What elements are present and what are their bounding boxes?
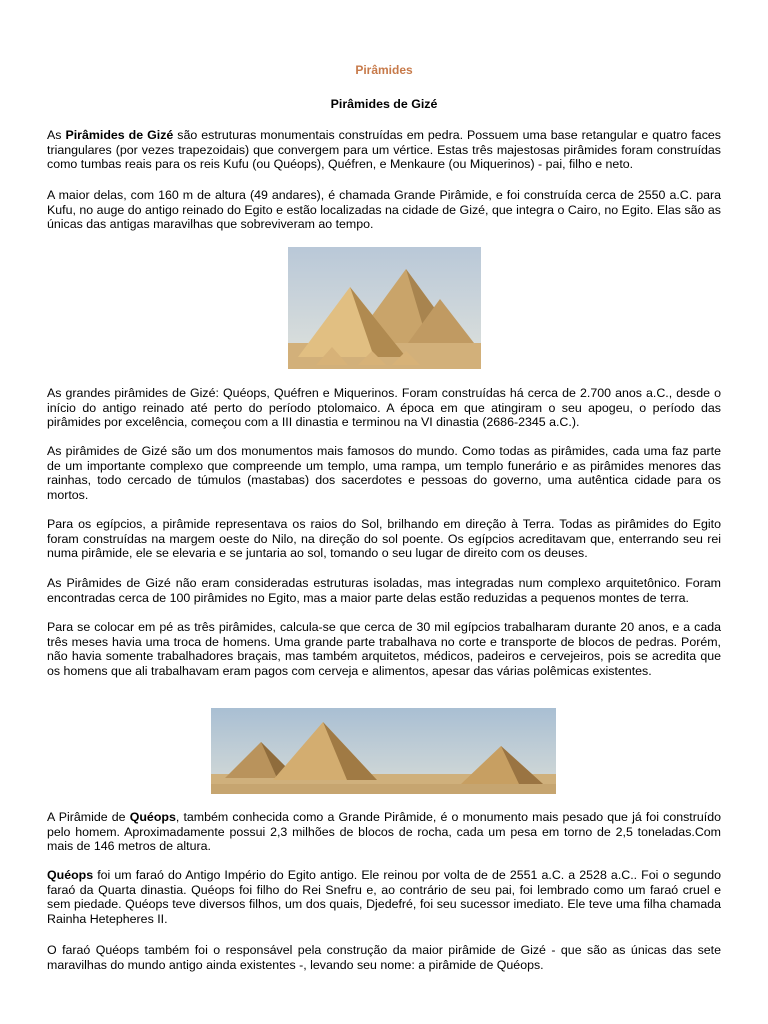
paragraph-famous-monuments: As pirâmides de Gizé são um dos monumentos mais famosos do mundo. Como todas as pirâmides, cada uma faz parte de um importante complexo que compreende um templo, uma rampa, um templo funerário e as pirâmides menores das rainhas, todo cercado de túmulos (mastabas) dos sacerdotes e pessoas do governo, uma autêntica cidade para os mortos.	[47, 444, 721, 502]
paragraph-queops-pyramid: A Pirâmide de Quéops, também conhecida como a Grande Pirâmide, é o monumento mais pesado que já foi construído pelo homem. Aproximadamente possui 2,3 milhões de blocos de rocha, cada um pesa em torno de 2,5 toneladas.Com mais de 146 metros de altura.	[47, 810, 721, 854]
paragraph-intro: As Pirâmides de Gizé são estruturas monumentais construídas em pedra. Possuem uma base retangular e quatro faces triangulares (por vezes trapezoidais) que convergem para um vértice. Estas três majestosas pirâmides foram construídas como tumbas reais para os reis Kufu (ou Quéops), Quéfren, e Menkaure (ou Miquerinos) - pai, filho e neto.	[47, 128, 721, 172]
section-label: Pirâmides	[355, 63, 413, 77]
paragraph-grand-pyramids: As grandes pirâmides de Gizé: Quéops, Quéfren e Miquerinos. Foram construídas há cerca de 2.700 anos a.C., desde o início do antigo reinado até perto do período ptolomaico. A época em que atingiram o seu apogeu, o período das pirâmides por excelência, começou com a III dinastia e terminou na VI dinastia (2686-2345 a.C.).	[47, 386, 721, 430]
pyramids-photo-2	[211, 708, 556, 794]
paragraph-queops-builder: O faraó Quéops também foi o responsável pela construção da maior pirâmide de Gizé - que são as únicas das sete maravilhas do mundo antigo ainda existentes -, levando seu nome: a pirâmide de Quéops.	[47, 943, 721, 972]
bold-term-piramides-de-gize: Pirâmides de Gizé	[65, 128, 174, 142]
paragraph-workers: Para se colocar em pé as três pirâmides, calcula-se que cerca de 30 mil egípcios trabalharam durante 20 anos, e a cada três meses havia uma troca de homens. Uma grande parte trabalhava no corte e transporte de blocos de pedras. Porém, não havia somente trabalhadores braçais, mas também arquitetos, médicos, padeiros e cervejeiros, pois se acredita que os homens que ali trabalhavam eram pagos com cerveja e alimentos, apesar das várias polêmicas existentes.	[47, 620, 721, 678]
bold-term-queops: Quéops	[129, 810, 176, 824]
paragraph-queops-pharaoh: Quéops foi um faraó do Antigo Império do Egito antigo. Ele reinou por volta de de 2551 a.C. a 2528 a.C.. Foi o segundo faraó da Quarta dinastia. Quéops foi filho do Rei Snefru e, ao contrário de seu pai, foi lembrado como um faraó cruel e sem piedade. Quéops teve diversos filhos, um dos quais, Djedefré, foi seu sucessor imediato. Ele teve uma filha chamada Rainha Hetepheres II.	[47, 868, 721, 926]
bold-term-queops-2: Quéops	[47, 868, 94, 882]
paragraph-sun-rays: Para os egípcios, a pirâmide representava os raios do Sol, brilhando em direção à Terra. Todas as pirâmides do Egito foram construídas na margem oeste do Nilo, na direção do sol poente. Os egípcios acreditavam que, enterrando seu rei numa pirâmide, ele se elevaria e se juntaria ao sol, tomando o seu lugar de direito com os deuses.	[47, 517, 721, 561]
pyramids-photo-1	[288, 247, 481, 369]
paragraph-great-pyramid: A maior delas, com 160 m de altura (49 andares), é chamada Grande Pirâmide, e foi construída cerca de 2550 a.C. para Kufu, no auge do antigo reinado do Egito e estão localizadas na cidade de Gizé, que integra o Cairo, no Egito. Elas são as únicas das antigas maravilhas que sobreviveram ao tempo.	[47, 188, 721, 232]
paragraph-complex: As Pirâmides de Gizé não eram consideradas estruturas isoladas, mas integradas num complexo arquitetônico. Foram encontradas cerca de 100 pirâmides no Egito, mas a maior parte delas estão reduzidas a pequenos montes de terra.	[47, 576, 721, 605]
document-title: Pirâmides de Gizé	[330, 97, 438, 111]
